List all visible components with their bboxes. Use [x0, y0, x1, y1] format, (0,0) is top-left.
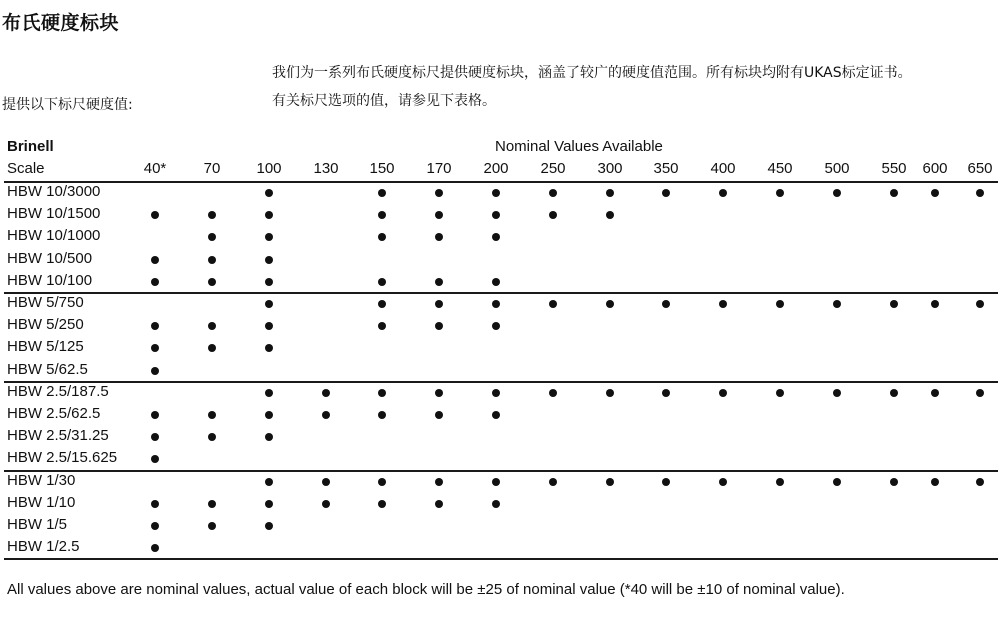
availability-dot [151, 544, 159, 552]
column-header: 600 [922, 160, 948, 177]
availability-dot [833, 478, 841, 486]
availability-dot [378, 478, 386, 486]
table-header-brinell: Brinell [7, 138, 54, 155]
intro-line-1: 我们为一系列布氏硬度标尺提供硬度标块，涵盖了较广的硬度值范围。所有标块均附有UKAS标定证书。 [272, 65, 912, 81]
availability-dot [378, 211, 386, 219]
availability-dot [776, 478, 784, 486]
availability-dot [151, 433, 159, 441]
availability-dot [549, 389, 557, 397]
availability-dot [719, 189, 727, 197]
column-header: 350 [653, 160, 679, 177]
availability-dot [435, 389, 443, 397]
availability-dot [719, 300, 727, 308]
availability-dot [265, 500, 273, 508]
availability-dot [833, 389, 841, 397]
availability-dot [833, 189, 841, 197]
column-header: 200 [483, 160, 509, 177]
footnote: All values above are nominal values, actual value of each block will be ±25 of nominal value (*40 will be ±10 of nominal value). [7, 581, 845, 598]
row-scale-label: HBW 5/62.5 [7, 360, 88, 378]
availability-dot [208, 256, 216, 264]
availability-dot [265, 300, 273, 308]
row-scale-label: HBW 5/125 [7, 338, 84, 356]
availability-dot [378, 389, 386, 397]
availability-dot [265, 389, 273, 397]
scale-intro-label: 提供以下标尺硬度值: [2, 97, 133, 113]
availability-dot [265, 411, 273, 419]
availability-dot [208, 322, 216, 330]
availability-dot [265, 256, 273, 264]
availability-dot [151, 322, 159, 330]
availability-dot [719, 478, 727, 486]
availability-dot [322, 389, 330, 397]
row-scale-label: HBW 5/250 [7, 316, 84, 334]
availability-dot [378, 300, 386, 308]
availability-dot [662, 389, 670, 397]
row-scale-label: HBW 1/30 [7, 471, 76, 489]
availability-dot [265, 478, 273, 486]
availability-dot [931, 300, 939, 308]
row-scale-label: HBW 5/750 [7, 294, 84, 311]
availability-dot [492, 322, 500, 330]
row-scale-label: HBW 1/5 [7, 516, 68, 533]
availability-dot [435, 278, 443, 286]
availability-dot [151, 500, 159, 508]
availability-dot [435, 211, 443, 219]
availability-dot [606, 211, 614, 219]
group-separator [4, 470, 998, 472]
availability-dot [435, 189, 443, 197]
availability-dot [492, 300, 500, 308]
column-header: 400 [710, 160, 736, 177]
availability-dot [322, 411, 330, 419]
table-bottom-rule [4, 558, 998, 560]
column-header: 650 [967, 160, 993, 177]
availability-dot [492, 233, 500, 241]
availability-dot [549, 189, 557, 197]
availability-dot [931, 478, 939, 486]
availability-dot [890, 389, 898, 397]
table-header-nominal-values: Nominal Values Available [495, 138, 663, 155]
availability-dot [435, 500, 443, 508]
availability-dot [151, 256, 159, 264]
column-header: 100 [256, 160, 282, 177]
availability-dot [492, 500, 500, 508]
availability-dot [151, 522, 159, 530]
availability-dot [378, 278, 386, 286]
column-header: 40* [143, 160, 167, 177]
availability-dot [151, 211, 159, 219]
availability-dot [549, 300, 557, 308]
column-header: 550 [881, 160, 907, 177]
row-scale-label: HBW 2.5/62.5 [7, 405, 101, 422]
page-title: 布氏硬度标块 [2, 12, 120, 34]
availability-dot [606, 189, 614, 197]
row-scale-label: HBW 10/100 [7, 271, 93, 289]
availability-dot [151, 278, 159, 286]
availability-dot [265, 211, 273, 219]
availability-dot [976, 389, 984, 397]
availability-dot [208, 344, 216, 352]
availability-dot [606, 300, 614, 308]
availability-dot [606, 478, 614, 486]
availability-dot [492, 211, 500, 219]
availability-dot [976, 300, 984, 308]
availability-dot [208, 500, 216, 508]
availability-dot [931, 389, 939, 397]
availability-dot [208, 211, 216, 219]
table-header-scale: Scale [7, 160, 45, 177]
row-scale-label: HBW 10/1500 [7, 205, 101, 223]
table-header-rule [4, 181, 998, 183]
availability-dot [976, 478, 984, 486]
column-header: 250 [540, 160, 566, 177]
availability-dot [976, 189, 984, 197]
availability-dot [435, 233, 443, 241]
column-header: 130 [313, 160, 339, 177]
availability-dot [378, 411, 386, 419]
availability-dot [662, 189, 670, 197]
availability-dot [890, 189, 898, 197]
availability-dot [435, 322, 443, 330]
availability-dot [151, 455, 159, 463]
availability-dot [606, 389, 614, 397]
availability-dot [151, 344, 159, 352]
availability-dot [435, 411, 443, 419]
availability-dot [378, 189, 386, 197]
column-header: 150 [369, 160, 395, 177]
availability-dot [265, 522, 273, 530]
availability-dot [208, 433, 216, 441]
column-header: 450 [767, 160, 793, 177]
availability-dot [492, 189, 500, 197]
group-separator [4, 381, 998, 383]
row-scale-label: HBW 2.5/31.25 [7, 427, 109, 445]
row-scale-label: HBW 10/1000 [7, 227, 101, 245]
availability-dot [492, 389, 500, 397]
availability-dot [719, 389, 727, 397]
availability-dot [265, 278, 273, 286]
column-header: 300 [597, 160, 623, 177]
column-header: 500 [824, 160, 850, 177]
availability-dot [435, 478, 443, 486]
availability-dot [265, 233, 273, 241]
intro-line-2: 有关标尺选项的值，请参见下表格。 [272, 93, 496, 109]
availability-dot [265, 189, 273, 197]
availability-dot [662, 300, 670, 308]
availability-dot [492, 478, 500, 486]
row-scale-label: HBW 1/10 [7, 493, 76, 511]
row-scale-label: HBW 10/500 [7, 249, 93, 267]
availability-dot [378, 500, 386, 508]
availability-dot [492, 411, 500, 419]
availability-dot [492, 278, 500, 286]
availability-dot [151, 367, 159, 375]
availability-dot [265, 433, 273, 441]
availability-dot [662, 478, 670, 486]
availability-dot [776, 189, 784, 197]
row-scale-label: HBW 10/3000 [7, 183, 101, 200]
availability-dot [208, 411, 216, 419]
availability-dot [208, 233, 216, 241]
availability-dot [549, 478, 557, 486]
availability-dot [265, 322, 273, 330]
availability-dot [435, 300, 443, 308]
group-separator [4, 292, 998, 294]
availability-dot [322, 500, 330, 508]
column-header: 170 [426, 160, 452, 177]
row-scale-label: HBW 2.5/15.625 [7, 449, 118, 467]
availability-dot [890, 478, 898, 486]
availability-dot [265, 344, 273, 352]
availability-dot [322, 478, 330, 486]
availability-dot [776, 389, 784, 397]
availability-dot [378, 322, 386, 330]
availability-dot [549, 211, 557, 219]
availability-dot [151, 411, 159, 419]
availability-dot [931, 189, 939, 197]
row-scale-label: HBW 1/2.5 [7, 538, 80, 556]
row-scale-label: HBW 2.5/187.5 [7, 382, 109, 400]
availability-dot [833, 300, 841, 308]
availability-dot [776, 300, 784, 308]
availability-dot [378, 233, 386, 241]
availability-dot [208, 278, 216, 286]
availability-dot [208, 522, 216, 530]
column-header: 70 [203, 160, 221, 177]
availability-dot [890, 300, 898, 308]
